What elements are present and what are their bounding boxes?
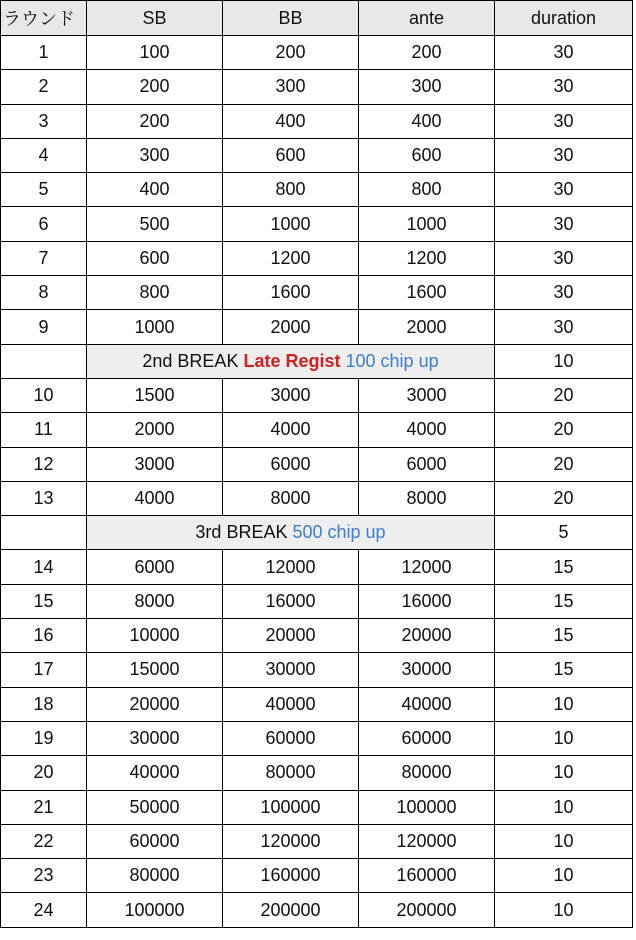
cell-ante: 12000	[359, 550, 495, 584]
cell-sb: 400	[87, 173, 223, 207]
cell-duration: 10	[495, 859, 633, 893]
table-row	[1, 36, 633, 70]
cell-ante: 100000	[359, 790, 495, 824]
table-row	[1, 241, 633, 275]
cell-ante: 2000	[359, 310, 495, 344]
cell-ante: 30000	[359, 653, 495, 687]
table-row	[1, 619, 633, 653]
cell-round: 17	[1, 653, 87, 687]
cell-duration: 30	[495, 207, 633, 241]
table-row	[1, 550, 633, 584]
cell-sb: 6000	[87, 550, 223, 584]
cell-duration: 30	[495, 173, 633, 207]
table-row	[1, 104, 633, 138]
cell-duration: 15	[495, 550, 633, 584]
cell-duration: 20	[495, 378, 633, 412]
break-title: 2nd BREAK	[142, 350, 239, 371]
cell-ante: 8000	[359, 481, 495, 515]
cell-bb: 1200	[223, 241, 359, 275]
cell-round: 22	[1, 824, 87, 858]
cell-bb: 800	[223, 173, 359, 207]
header-duration: duration	[495, 1, 633, 36]
cell-ante: 600	[359, 138, 495, 172]
cell-round: 21	[1, 790, 87, 824]
cell-round: 12	[1, 447, 87, 481]
cell-ante: 6000	[359, 447, 495, 481]
cell-ante: 200	[359, 36, 495, 70]
cell-sb: 800	[87, 276, 223, 310]
cell-round: 18	[1, 687, 87, 721]
header-ante: ante	[359, 1, 495, 36]
cell-duration: 20	[495, 413, 633, 447]
cell-ante: 1600	[359, 276, 495, 310]
cell-round: 10	[1, 378, 87, 412]
cell-bb: 1600	[223, 276, 359, 310]
cell-duration: 20	[495, 447, 633, 481]
cell-ante: 20000	[359, 619, 495, 653]
cell-sb: 30000	[87, 721, 223, 755]
cell-sb: 500	[87, 207, 223, 241]
cell-round: 24	[1, 893, 87, 927]
cell-duration: 30	[495, 138, 633, 172]
cell-sb: 50000	[87, 790, 223, 824]
cell-duration: 10	[495, 824, 633, 858]
cell-bb: 1000	[223, 207, 359, 241]
cell-bb: 3000	[223, 378, 359, 412]
cell-ante: 40000	[359, 687, 495, 721]
cell-sb: 10000	[87, 619, 223, 653]
cell-duration: 20	[495, 481, 633, 515]
cell-round: 4	[1, 138, 87, 172]
cell-round: 8	[1, 276, 87, 310]
table-row	[1, 207, 633, 241]
cell-bb: 4000	[223, 413, 359, 447]
cell-ante: 3000	[359, 378, 495, 412]
cell-round: 6	[1, 207, 87, 241]
cell-ante: 1000	[359, 207, 495, 241]
cell-duration: 10	[495, 893, 633, 927]
cell-sb: 20000	[87, 687, 223, 721]
late-regist-label: Late Regist	[243, 350, 341, 371]
cell-sb: 40000	[87, 756, 223, 790]
header-round: ラウンド	[1, 1, 87, 36]
table-body	[1, 36, 633, 928]
cell-round: 19	[1, 721, 87, 755]
cell-bb: 16000	[223, 584, 359, 618]
cell-round: 20	[1, 756, 87, 790]
cell-sb: 600	[87, 241, 223, 275]
cell-bb: 6000	[223, 447, 359, 481]
break-label	[87, 516, 495, 550]
cell-round: 13	[1, 481, 87, 515]
cell-duration: 30	[495, 70, 633, 104]
cell-sb: 300	[87, 138, 223, 172]
table-row	[1, 824, 633, 858]
cell-bb: 80000	[223, 756, 359, 790]
table-row	[1, 173, 633, 207]
table-row	[1, 70, 633, 104]
header-row	[1, 1, 633, 36]
break-duration: 10	[495, 344, 633, 378]
cell-sb: 4000	[87, 481, 223, 515]
cell-duration: 10	[495, 790, 633, 824]
cell-bb: 120000	[223, 824, 359, 858]
cell-sb: 200	[87, 70, 223, 104]
table-row	[1, 276, 633, 310]
cell-round: 11	[1, 413, 87, 447]
table-row	[1, 447, 633, 481]
chip-up-label: 500 chip up	[292, 522, 386, 543]
cell-sb: 15000	[87, 653, 223, 687]
cell-ante: 400	[359, 104, 495, 138]
table-row	[1, 756, 633, 790]
table-row	[1, 859, 633, 893]
cell-sb: 100000	[87, 893, 223, 927]
table-row	[1, 378, 633, 412]
cell-sb: 100	[87, 36, 223, 70]
cell-ante: 120000	[359, 824, 495, 858]
cell-duration: 30	[495, 241, 633, 275]
cell-sb: 1000	[87, 310, 223, 344]
cell-duration: 10	[495, 721, 633, 755]
table-row	[1, 721, 633, 755]
cell-bb: 2000	[223, 310, 359, 344]
cell-duration: 15	[495, 653, 633, 687]
cell-ante: 300	[359, 70, 495, 104]
cell-round: 3	[1, 104, 87, 138]
cell-ante: 4000	[359, 413, 495, 447]
cell-bb: 8000	[223, 481, 359, 515]
table-row	[1, 790, 633, 824]
cell-sb: 60000	[87, 824, 223, 858]
break-label	[87, 344, 495, 378]
cell-ante: 200000	[359, 893, 495, 927]
cell-ante: 160000	[359, 859, 495, 893]
cell-sb: 200	[87, 104, 223, 138]
break-round-cell	[1, 516, 87, 550]
table-row	[1, 687, 633, 721]
cell-bb: 200	[223, 36, 359, 70]
cell-duration: 30	[495, 104, 633, 138]
cell-ante: 800	[359, 173, 495, 207]
cell-sb: 80000	[87, 859, 223, 893]
cell-sb: 2000	[87, 413, 223, 447]
break-title: 3rd BREAK	[195, 522, 288, 543]
cell-sb: 8000	[87, 584, 223, 618]
cell-bb: 160000	[223, 859, 359, 893]
table-row	[1, 584, 633, 618]
cell-duration: 10	[495, 687, 633, 721]
cell-round: 2	[1, 70, 87, 104]
cell-ante: 80000	[359, 756, 495, 790]
cell-duration: 30	[495, 276, 633, 310]
cell-round: 5	[1, 173, 87, 207]
table-row	[1, 893, 633, 927]
header-bb: BB	[223, 1, 359, 36]
cell-ante: 60000	[359, 721, 495, 755]
cell-ante: 1200	[359, 241, 495, 275]
cell-bb: 60000	[223, 721, 359, 755]
cell-round: 7	[1, 241, 87, 275]
cell-round: 23	[1, 859, 87, 893]
cell-round: 1	[1, 36, 87, 70]
header-sb: SB	[87, 1, 223, 36]
cell-duration: 15	[495, 619, 633, 653]
table-row	[1, 138, 633, 172]
cell-bb: 20000	[223, 619, 359, 653]
cell-bb: 30000	[223, 653, 359, 687]
table-row	[1, 413, 633, 447]
cell-bb: 12000	[223, 550, 359, 584]
cell-duration: 30	[495, 310, 633, 344]
cell-ante: 16000	[359, 584, 495, 618]
cell-sb: 3000	[87, 447, 223, 481]
cell-bb: 400	[223, 104, 359, 138]
cell-round: 16	[1, 619, 87, 653]
cell-round: 9	[1, 310, 87, 344]
table-row	[1, 653, 633, 687]
break-round-cell	[1, 344, 87, 378]
cell-duration: 15	[495, 584, 633, 618]
cell-bb: 100000	[223, 790, 359, 824]
cell-round: 14	[1, 550, 87, 584]
table-row	[1, 310, 633, 344]
table-row	[1, 481, 633, 515]
chip-up-label: 100 chip up	[345, 350, 439, 371]
cell-round: 15	[1, 584, 87, 618]
cell-bb: 300	[223, 70, 359, 104]
cell-bb: 600	[223, 138, 359, 172]
cell-duration: 30	[495, 36, 633, 70]
break-row	[1, 516, 633, 550]
cell-bb: 200000	[223, 893, 359, 927]
cell-duration: 10	[495, 756, 633, 790]
cell-sb: 1500	[87, 378, 223, 412]
break-row	[1, 344, 633, 378]
break-duration: 5	[495, 516, 633, 550]
cell-bb: 40000	[223, 687, 359, 721]
